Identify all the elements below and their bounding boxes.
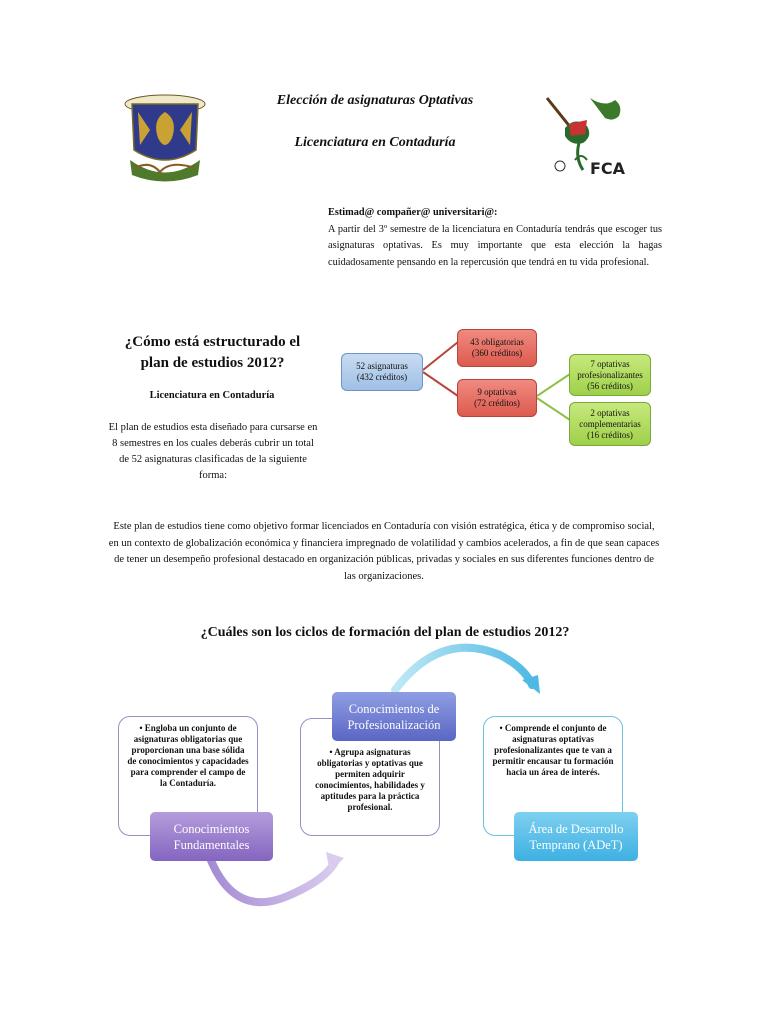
arrow-professional-to-adet [395,648,532,690]
node-total-line2: (432 créditos) [356,372,408,382]
intro-greeting: Estimad@ compañer@ universitari@: [328,207,498,218]
node-complementary-line3: (16 créditos) [587,429,633,440]
tag-adet-line1: Área de Desarrollo [528,821,624,836]
card-professional-text: • Agrupa asignaturas obligatorias y optativas que permiten adquirir conocimientos, habilidades y aptitudes para la práctica profesional. [315,747,425,812]
cycles-question: ¿Cuáles son los ciclos de formación del plan de estudios 2012? [200,625,570,640]
node-professional-line3: (56 créditos) [587,380,633,391]
node-professional-line1: 7 optativas [590,358,630,369]
node-optional-line1: 9 optativas [477,387,517,397]
node-professional-line2: profesionalizantes [577,369,643,380]
plan-goal: Este plan de estudios tiene como objetivo formar licenciados en Contaduría con visión estratégica, ética y de compromiso social, en un contexto de globalización económica y financiera impregnado de volatilidad y cambios acelerados, a fin de que sean capaces de tener un desempeño profesional destacado en organización públicas, privadas y sociales en sus diferentes funciones dentro de las organizaciones. [108,521,660,582]
tag-fundamental-line1: Conocimientos [173,821,250,836]
tag-fundamental [150,812,273,861]
tag-adet-line2: Temprano (ADeT) [529,837,623,852]
tag-professional-line1: Conocimientos de [348,701,440,716]
tag-professional-line2: Profesionalización [347,717,441,732]
node-optional-line2: (72 créditos) [474,398,520,408]
title-line-2: Licenciatura en Contaduría [294,135,456,150]
arrow-fundamental-to-professional [210,858,335,902]
fca-logo-text: FCA [590,159,626,178]
node-complementary-line1: 2 optativas [590,407,630,418]
tag-adet [514,812,638,861]
node-mandatory-line2: (360 créditos) [471,348,523,358]
structure-subtitle: Licenciatura en Contaduría [149,390,275,401]
tag-professional [332,692,456,741]
node-total-line1: 52 asignaturas [356,361,408,371]
title-line-1: Elección de asignaturas Optativas [276,93,474,108]
tag-fundamental-line2: Fundamentales [173,837,250,852]
structure-question: ¿Cómo está estructurado el plan de estudios 2012? [124,334,301,371]
intro-text: A partir del 3º semestre de la licenciatura en Contaduría tendrás que escoger tus asignaturas optativas. Es muy importante que esta elección la hagas cuidadosamente pensando en la repercusión que tendrá en tu vida profesional. [328,223,662,268]
card-adet-text: • Comprende el conjunto de asignaturas optativas profesionalizantes que te van a permitir encausar tu formación hacia un área de interés. [492,723,614,777]
node-mandatory-line1: 43 obligatorias [470,337,524,347]
structure-description: El plan de estudios esta diseñado para cursarse en 8 semestres en los cuales deberás cubrir un total de 52 asignaturas clasificadas de la siguiente forma: [108,422,318,481]
card-fundamental-text: • Engloba un conjunto de asignaturas obligatorias que proporcionan una base sólida de conocimientos y capacidades para comprender el campo de la Contaduría. [127,723,249,788]
node-complementary-line2: complementarias [579,418,641,429]
